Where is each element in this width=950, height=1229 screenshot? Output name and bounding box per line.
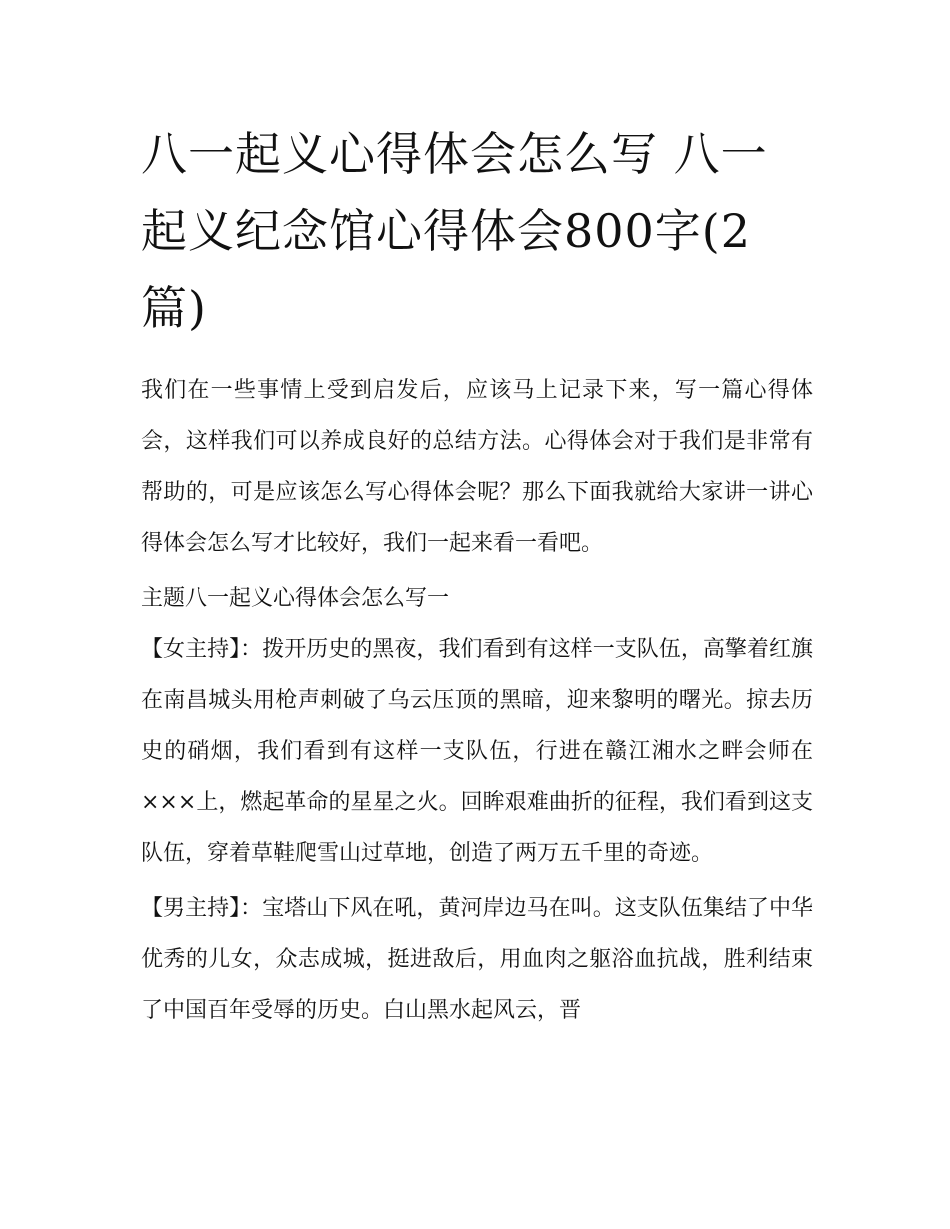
speaker-label-male: 【男主持】 xyxy=(141,896,241,921)
document-content xyxy=(141,116,813,1036)
male-host-text: ：宝塔山下风在吼，黄河岸边马在叫。这支队伍集结了中华优秀的儿女，众志成城，挺进敌后，用血肉之躯浴血抗战，胜利结束了中国百年受辱的历史。白山黑水起风云，晋 xyxy=(141,896,813,1023)
male-host-paragraph xyxy=(141,883,813,1036)
document-title: 八一起义心得体会怎么写 八一起义纪念馆心得体会800字(2篇) xyxy=(141,127,768,335)
intro-paragraph: 我们在一些事情上受到启发后，应该马上记录下来，写一篇心得体会，这样我们可以养成良好的总结方法。心得体会对于我们是非常有帮助的，可是应该怎么写心得体会呢？那么下面我就给大家讲一讲心得体会怎么写才比较好，我们一起来看一看吧。 xyxy=(141,378,813,556)
subheading: 主题八一起义心得体会怎么写一 xyxy=(141,586,450,611)
female-host-text: ：拨开历史的黑夜，我们看到有这样一支队伍，高擎着红旗在南昌城头用枪声刺破了乌云压顶的黑暗，迎来黎明的曙光。掠去历史的硝烟，我们看到有这样一支队伍，行进在赣江湘水之畔会师在×××上，燃起革命的星星之火。回眸艰难曲折的征程，我们看到这支队伍，穿着草鞋爬雪山过草地，创造了两万五千里的奇迹。 xyxy=(141,637,813,866)
speaker-label-female: 【女主持】 xyxy=(141,637,241,662)
female-host-paragraph xyxy=(141,624,813,879)
